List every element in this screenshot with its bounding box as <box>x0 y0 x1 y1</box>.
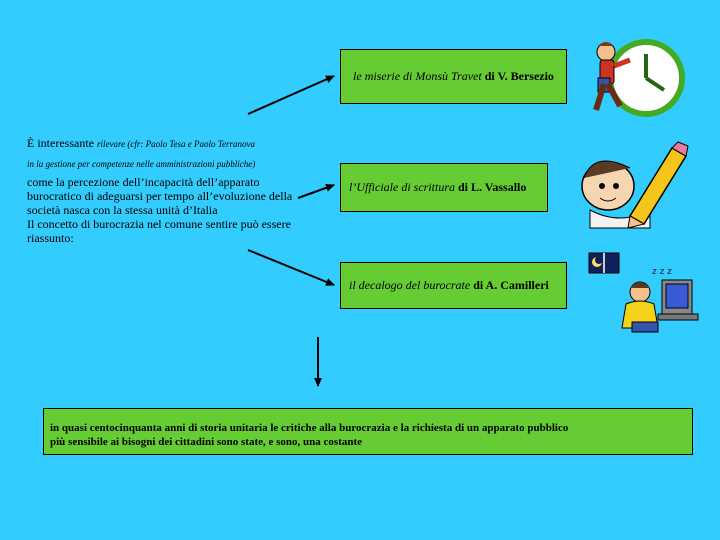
intro-line5: riassunto: <box>27 231 74 245</box>
pencil-boy-icon <box>570 138 692 230</box>
intro-rilevare: rilevare (cfr: Paolo Tesa e Paolo Terranova <box>96 139 255 149</box>
intro-lead: È interessante <box>27 136 94 150</box>
box-travet-author: di V. Bersezio <box>484 69 554 83</box>
intro-line2: burocratico di adeguarsi per tempo all’evoluzione della <box>27 189 293 203</box>
box-travet-title: le miserie di Monsù Travet <box>353 69 482 83</box>
svg-text:z z z: z z z <box>652 267 672 277</box>
intro-text <box>27 136 307 245</box>
arrow-to-decalogo <box>248 250 334 285</box>
box-decalogo-author: di A. Camilleri <box>473 278 549 292</box>
intro-line1: come la percezione dell’incapacità dell’apparato <box>27 175 260 189</box>
arrow-to-travet <box>248 76 334 114</box>
box-decalogo <box>340 262 567 309</box>
box-ufficiale <box>340 163 548 212</box>
intro-line3: società nasca con la stessa unità d’Italia <box>27 203 218 217</box>
clock-man-icon <box>588 38 692 122</box>
conclusion-line2: più sensibile ai bisogni dei cittadini sono state, e sono, una costante <box>50 436 363 448</box>
conclusion-line1: in quasi centocinquanta anni di storia unitaria le critiche alla burocrazia e la richiesta di un apparato pubblico <box>50 422 569 434</box>
box-decalogo-title: il decalogo del burocrate <box>349 278 471 292</box>
box-travet <box>340 49 567 104</box>
intro-line4: Il concetto di burocrazia nel comune sentire può essere <box>27 217 291 231</box>
box-ufficiale-author: di L. Vassallo <box>458 180 527 194</box>
intro-source: in la gestione per competenze nelle amministrazioni pubbliche) <box>27 159 256 169</box>
box-ufficiale-title: l’Ufficiale di scrittura <box>349 180 455 194</box>
conclusion-box <box>43 408 693 455</box>
computer-worker-icon <box>612 256 702 336</box>
